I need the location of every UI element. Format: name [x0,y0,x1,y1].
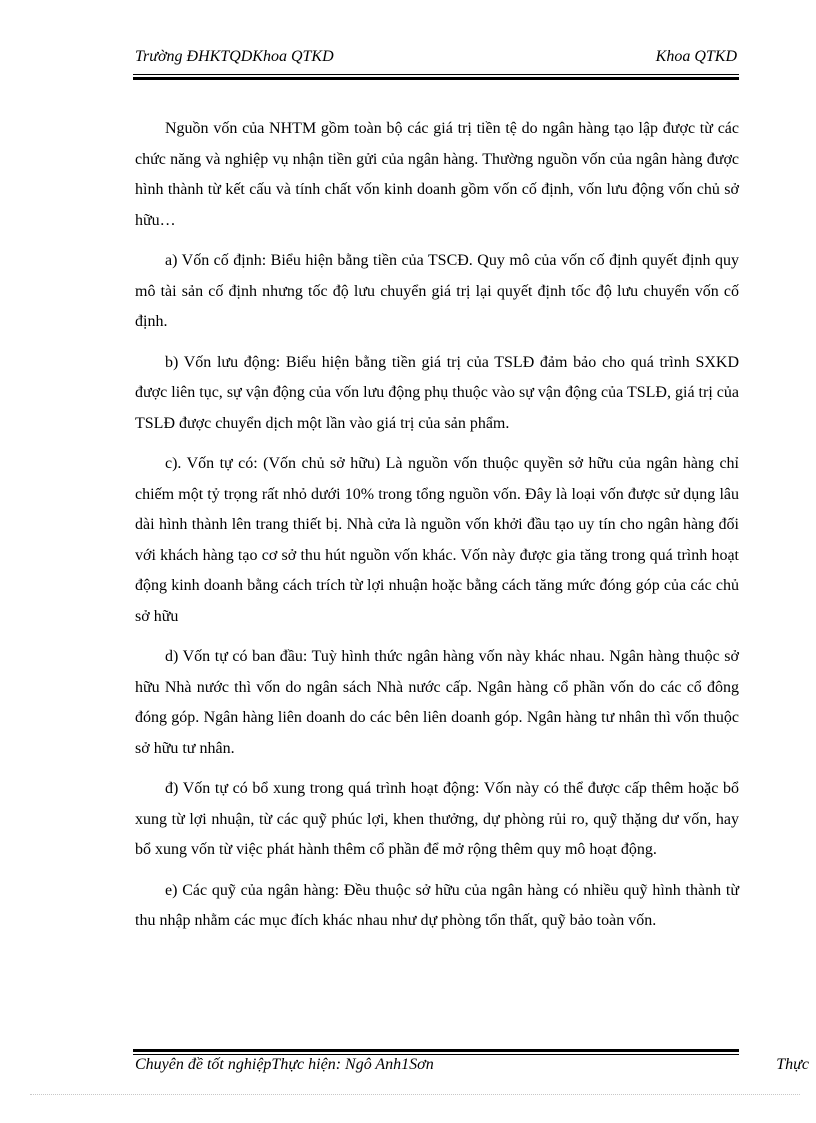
paragraph-a: a) Vốn cố định: Biểu hiện bằng tiền của TSCĐ. Quy mô của vốn cố định quyết định quy mô tài sản cố định nhưng tốc độ lưu chuyển giá trị lại quyết định tốc độ lưu chuyển vốn cố định. [135,252,739,330]
paragraph-d: d) Vốn tự có ban đầu: Tuỳ hình thức ngân hàng vốn này khác nhau. Ngân hàng thuộc sở hữu Nhà nước thì vốn do ngân sách Nhà nước cấp. Ngân hàng cổ phần vốn do các cổ đông đóng góp. Ngân hàng liên doanh do các bên liên doanh góp. Ngân hàng tư nhân thì vốn thuộc sở hữu tư nhân. [135,648,739,757]
footer-author-tail: Sơn [409,1056,434,1073]
footer-rule-thick [133,1049,739,1052]
header-left-text: Trường ĐHKTQDKhoa QTKD [135,48,334,65]
paragraph-intro: Nguồn vốn của NHTM gồm toàn bộ các giá trị tiền tệ do ngân hàng tạo lập được từ các chức năng và nghiệp vụ nhận tiền gửi của ngân hàng. Thường nguồn vốn của ngân hàng được hình thành từ kết cấu và tính chất vốn kinh doanh gồm vốn cố định, vốn lưu động vốn chủ sở hữu… [135,120,739,229]
page-header [133,48,739,70]
paragraph-e: e) Các quỹ của ngân hàng: Đều thuộc sở hữu của ngân hàng có nhiều quỹ hình thành từ thu nhập nhằm các mục đích khác nhau như dự phòng tổn thất, quỹ bảo toàn vốn. [135,881,739,929]
page-footer [133,1056,813,1078]
footer-right-text: Thực [776,1056,809,1073]
paragraph-dd: đ) Vốn tự có bổ xung trong quá trình hoạt động: Vốn này có thể được cấp thêm hoặc bổ xung từ lợi nhuận, từ các quỹ phúc lợi, khen thưởng, dự phòng rủi ro, quỹ thặng dư vốn, hay bổ xung vốn từ việc phát hành thêm cổ phần để mở rộng thêm quy mô hoạt động. [135,780,739,858]
page-number: 1 [401,1056,410,1073]
header-right-text: Khoa QTKD [655,48,737,65]
footer-rule-thin [133,1054,739,1055]
paragraph-c: c). Vốn tự có: (Vốn chủ sở hữu) Là nguồn vốn thuộc quyền sở hữu của ngân hàng chỉ chiếm một tỷ trọng rất nhỏ dưới 10% trong tổng nguồn vốn. Đây là loại vốn được sử dụng lâu dài hình thành lên trang thiết bị. Nhà cửa là nguồn vốn khởi đầu tạo uy tín cho ngân hàng đối với khách hàng tạo cơ sở thu hút nguồn vốn khác. Vốn này được gia tăng trong quá trình hoạt động kinh doanh bằng cách trích từ lợi nhuận hoặc bằng cách tăng mức đóng góp của các chủ sở hữu [135,455,739,625]
footer-left-text [135,1056,434,1074]
footer-author: Chuyên đề tốt nghiệpThực hiện: Ngô Anh [135,1056,402,1073]
header-rule-thick [133,77,739,80]
header-rule-thin [133,74,739,75]
paragraph-b: b) Vốn lưu động: Biểu hiện bằng tiền giá trị của TSLĐ đảm bảo cho quá trình SXKD được liên tục, sự vận động của vốn lưu động phụ thuộc vào sự vận động của TSLĐ, giá trị của TSLĐ được chuyển dịch một lần vào giá trị của sản phẩm. [135,353,739,432]
document-body [135,114,739,947]
page-bottom-edge [30,1094,800,1095]
